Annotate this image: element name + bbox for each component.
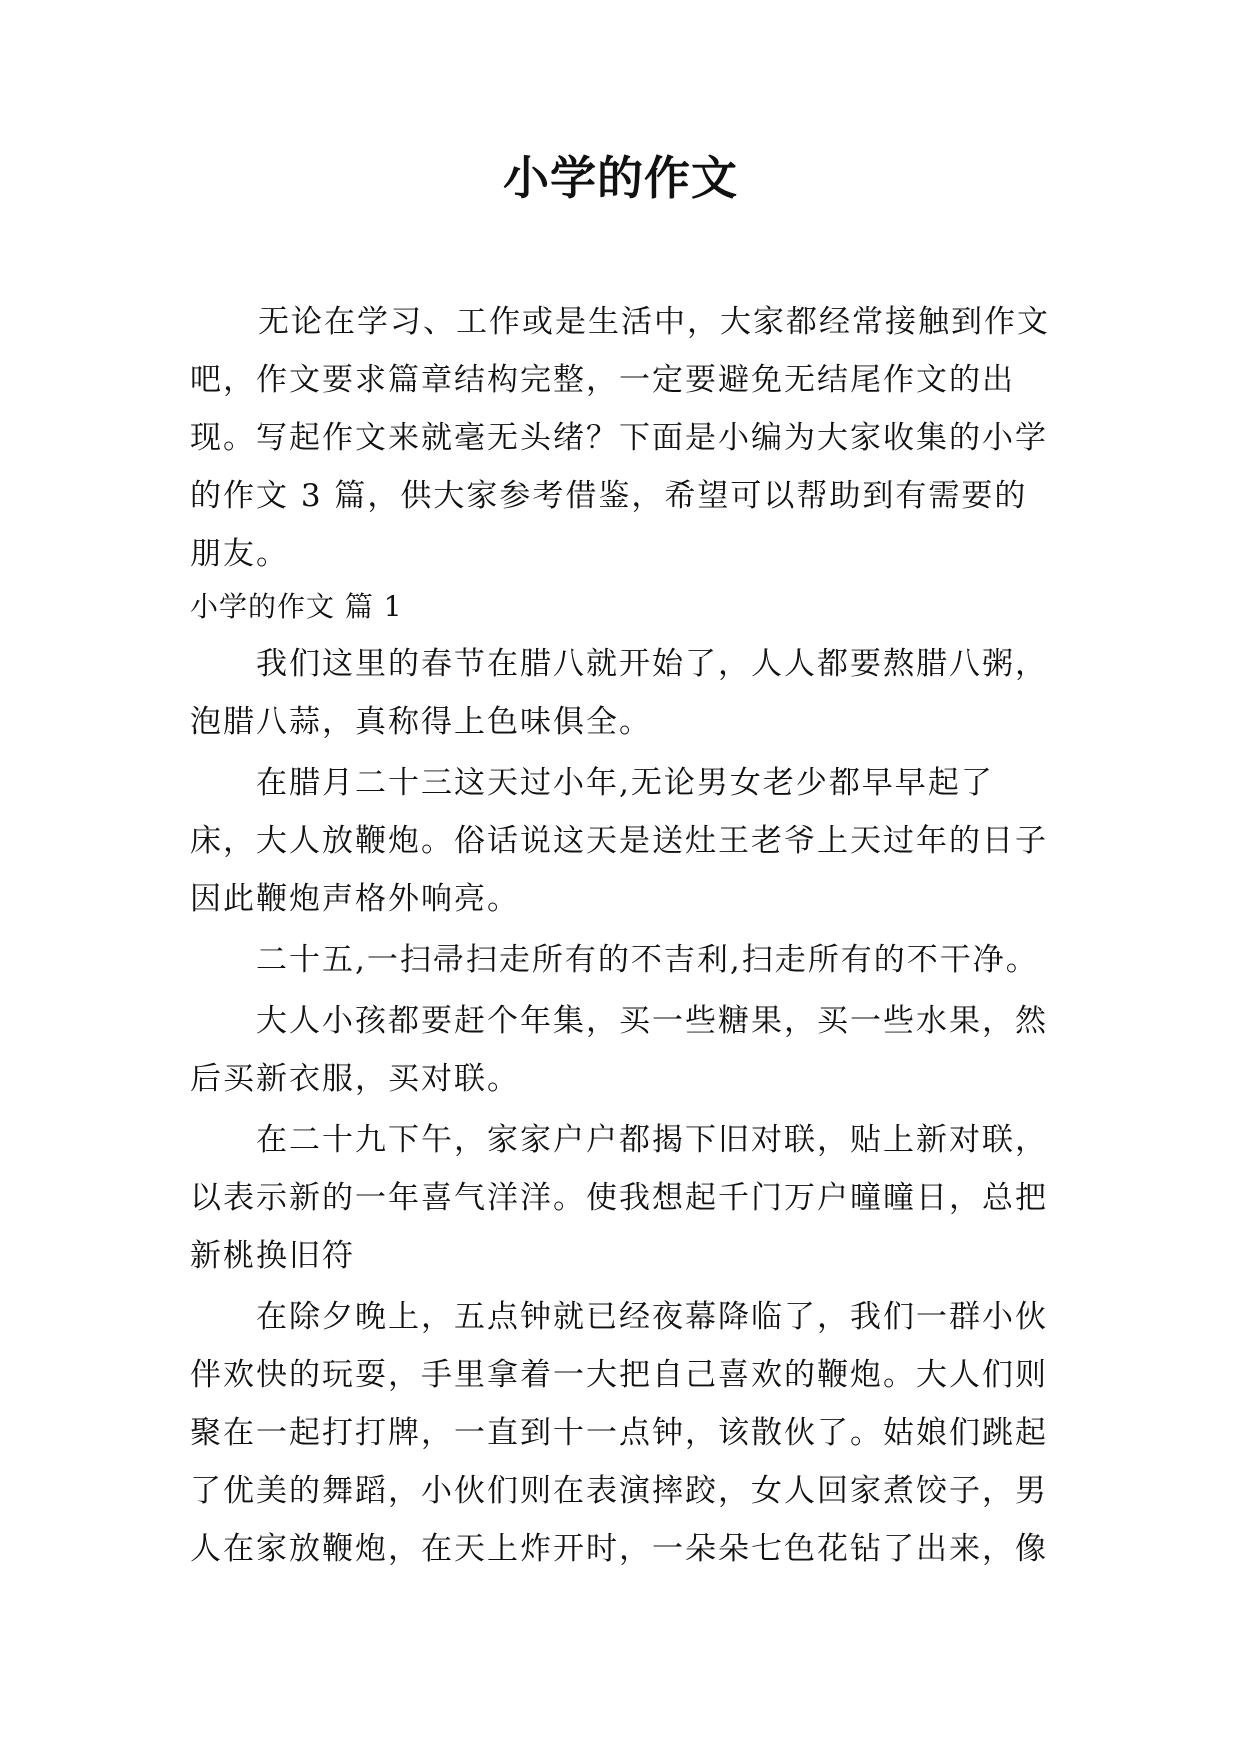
body-paragraph: 二十五,一扫帚扫走所有的不吉利,扫走所有的不干净。: [256, 942, 1039, 978]
document-title: 小学的作文: [503, 151, 738, 205]
body-paragraph: 在腊月二十三这天过小年,无论男女老少都早早起了床，大人放鞭炮。俗话说这天是送灶王老爷上天过年的日子因此鞭炮声格外响亮。: [190, 765, 1048, 917]
essay-body: [190, 635, 1050, 1581]
section-heading: 小学的作文 篇 1: [190, 590, 403, 623]
body-paragraph: 在除夕晚上，五点钟就已经夜幕降临了，我们一群小伙伴欢快的玩耍，手里拿着一大把自己喜欢的鞭炮。大人们则聚在一起打打牌，一直到十一点钟，该散伙了。姑娘们跳起了优美的舞蹈，小伙们则在表演摔跤，女人回家煮饺子，男人在家放鞭炮，在天上炸开时，一朵朵七色花钻了出来，像: [190, 1299, 1048, 1567]
body-paragraph: 我们这里的春节在腊八就开始了，人人都要熬腊八粥，泡腊八蒜，真称得上色味俱全。: [190, 646, 1048, 740]
body-paragraph: 大人小孩都要赶个年集，买一些糖果，买一些水果，然后买新衣服，买对联。: [190, 1003, 1048, 1097]
intro-paragraph: 无论在学习、工作或是生活中，大家都经常接触到作文吧，作文要求篇章结构完整，一定要避免无结尾作文的出现。写起作文来就毫无头绪？下面是小编为大家收集的小学的作文 3 篇，供大家参考借鉴，希望可以帮助到有需要的朋友。: [190, 304, 1050, 572]
body-paragraph: 在二十九下午，家家户户都揭下旧对联，贴上新对联，以表示新的一年喜气洋洋。使我想起千门万户曈曈日，总把新桃换旧符: [190, 1122, 1048, 1274]
